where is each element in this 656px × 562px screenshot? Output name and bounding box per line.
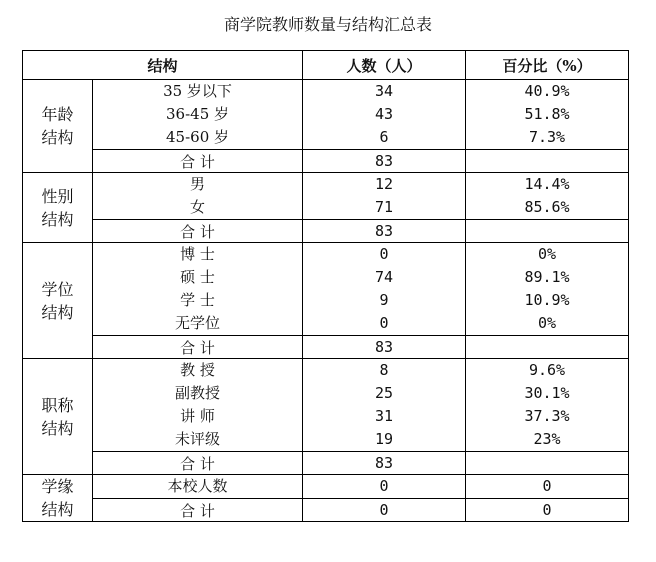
group-detail-row xyxy=(23,173,629,220)
header-row xyxy=(23,51,629,80)
item-count: 0 xyxy=(379,245,389,263)
group-label xyxy=(23,475,93,522)
item-count-cell xyxy=(303,475,466,499)
item-name-cell xyxy=(93,243,303,336)
item-name: 男 xyxy=(190,175,206,193)
total-count: 83 xyxy=(303,220,466,243)
item-count-cell xyxy=(303,80,466,150)
item-percent: 0% xyxy=(537,245,557,263)
item-percent: 37.3% xyxy=(524,407,570,425)
item-name: 45-60 岁 xyxy=(166,128,230,146)
item-name-cell xyxy=(93,80,303,150)
item-count: 43 xyxy=(374,105,394,123)
group-label-line: 学缘 xyxy=(41,477,74,496)
item-percent-cell xyxy=(466,475,629,499)
table-body xyxy=(23,80,629,522)
item-name: 未评级 xyxy=(175,430,221,448)
item-count: 25 xyxy=(374,384,394,402)
item-name: 讲 师 xyxy=(180,407,215,425)
item-count: 0 xyxy=(379,314,389,332)
page-title: 商学院教师数量与结构汇总表 xyxy=(223,15,432,34)
item-percent-cell xyxy=(466,359,629,452)
item-name-cell xyxy=(93,359,303,452)
item-count-cell xyxy=(303,243,466,336)
total-label: 合 计 xyxy=(93,499,303,522)
item-count: 6 xyxy=(379,128,389,146)
item-percent: 30.1% xyxy=(524,384,570,402)
item-count: 31 xyxy=(374,407,394,425)
group-label-line: 性别 xyxy=(41,186,74,206)
item-percent-cell xyxy=(466,173,629,220)
group-detail-row xyxy=(23,475,629,499)
total-count: 83 xyxy=(303,452,466,475)
total-label: 合 计 xyxy=(93,150,303,173)
item-name: 无学位 xyxy=(175,314,221,332)
item-name-cell xyxy=(93,475,303,499)
item-name: 硕 士 xyxy=(180,268,215,286)
item-percent: 10.9% xyxy=(524,291,570,309)
header-structure: 结构 xyxy=(23,51,303,80)
item-percent: 51.8% xyxy=(524,105,570,123)
total-label: 合 计 xyxy=(93,220,303,243)
total-label: 合 计 xyxy=(93,336,303,359)
group-label-line: 职称 xyxy=(41,395,74,415)
group-label xyxy=(23,173,93,243)
group-label xyxy=(23,80,93,173)
item-count: 0 xyxy=(379,477,389,495)
item-name: 本校人数 xyxy=(167,477,228,495)
total-percent xyxy=(466,220,629,243)
item-percent: 23% xyxy=(533,430,561,448)
group-total-row xyxy=(23,220,629,243)
group-label-line: 学位 xyxy=(41,279,74,299)
group-label xyxy=(23,243,93,359)
item-count: 34 xyxy=(374,82,394,100)
item-name: 副教授 xyxy=(175,384,221,402)
group-label-line: 结构 xyxy=(41,209,74,229)
item-percent: 0% xyxy=(537,314,557,332)
group-label xyxy=(23,359,93,475)
total-percent xyxy=(466,452,629,475)
total-percent xyxy=(466,150,629,173)
group-label-line: 结构 xyxy=(41,128,74,147)
item-percent: 7.3% xyxy=(528,128,566,146)
faculty-summary-table xyxy=(22,50,629,522)
item-count-cell xyxy=(303,359,466,452)
item-percent: 40.9% xyxy=(524,82,570,100)
item-count: 19 xyxy=(374,430,394,448)
header-percent: 百分比（%） xyxy=(466,51,629,80)
group-total-row xyxy=(23,150,629,173)
group-total-row xyxy=(23,452,629,475)
item-name: 35 岁以下 xyxy=(163,82,232,100)
total-count: 83 xyxy=(303,150,466,173)
group-detail-row xyxy=(23,243,629,336)
total-label: 合 计 xyxy=(93,452,303,475)
total-count: 0 xyxy=(303,499,466,522)
header-count: 人数（人） xyxy=(303,51,466,80)
item-count: 71 xyxy=(374,198,394,216)
item-percent-cell xyxy=(466,80,629,150)
item-name-cell xyxy=(93,173,303,220)
item-percent: 0 xyxy=(542,477,552,495)
item-name: 36-45 岁 xyxy=(166,105,230,123)
group-detail-row xyxy=(23,80,629,150)
item-count: 8 xyxy=(379,361,389,379)
group-label-line: 年龄 xyxy=(41,105,74,124)
group-label-line: 结构 xyxy=(41,500,74,519)
group-total-row xyxy=(23,499,629,522)
item-name: 学 士 xyxy=(180,291,215,309)
item-percent: 85.6% xyxy=(524,198,570,216)
item-percent: 9.6% xyxy=(528,361,566,379)
group-label-line: 结构 xyxy=(41,302,74,322)
total-count: 83 xyxy=(303,336,466,359)
item-count: 12 xyxy=(374,175,394,193)
group-total-row xyxy=(23,336,629,359)
item-name: 博 士 xyxy=(180,245,215,263)
item-percent: 14.4% xyxy=(524,175,570,193)
item-percent: 89.1% xyxy=(524,268,570,286)
group-detail-row xyxy=(23,359,629,452)
item-name: 女 xyxy=(190,198,206,216)
group-label-line: 结构 xyxy=(41,418,74,438)
item-count-cell xyxy=(303,173,466,220)
item-count: 9 xyxy=(379,291,389,309)
item-percent-cell xyxy=(466,243,629,336)
item-name: 教 授 xyxy=(180,361,215,379)
total-percent xyxy=(466,336,629,359)
item-count: 74 xyxy=(374,268,394,286)
total-percent: 0 xyxy=(466,499,629,522)
